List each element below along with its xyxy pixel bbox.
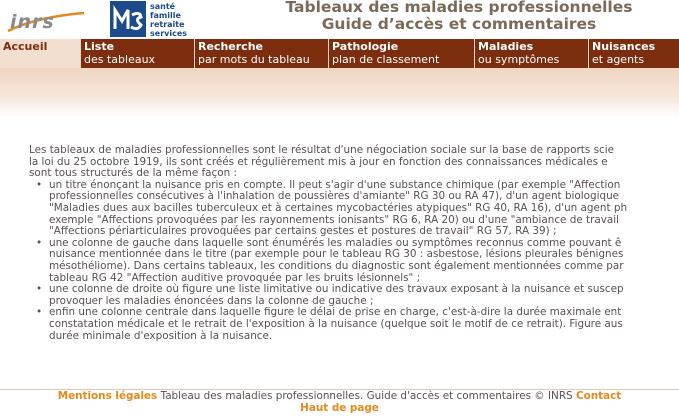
- page-title-line-1: Tableaux des maladies professionnelles: [285, 0, 633, 16]
- list-item: [49, 284, 679, 307]
- nav-item-recherche[interactable]: [194, 39, 328, 68]
- list-line: professionnelles consécutives à l'inhalation de poussières d'amiante" RG 30 ou RA 47), d'un agent biologique: [49, 190, 620, 203]
- nav-item-label: Recherche: [198, 40, 263, 53]
- msa-line-1: santé: [150, 2, 176, 11]
- back-to-top-link[interactable]: Haut de page: [300, 402, 379, 414]
- nav-item-sublabel: et agents: [592, 53, 645, 66]
- intro-paragraph: [29, 145, 679, 180]
- nav-item-label: Accueil: [3, 40, 48, 53]
- nav-item-nuisances[interactable]: [588, 39, 679, 68]
- list-line: provoquer les maladies énoncées dans la colonne de gauche ;: [49, 294, 374, 307]
- page-title-line-2: Guide d’accès et commentaires: [321, 15, 597, 33]
- inrs-logo[interactable]: [4, 7, 90, 37]
- list-line: enfin une colonne centrale dans laquelle figure le délai de prise en charge, c'est-à-dire la durée maximale ent: [49, 306, 622, 319]
- header-gradient-band: [0, 68, 679, 118]
- list-line: "Affections périarticulaires provoquées par certains gestes et postures de travail" RG 57, RA 39) ;: [49, 225, 557, 238]
- list-line: une colonne de gauche dans laquelle sont énumérés les maladies ou symptômes reconnus comme pouvant ê: [49, 236, 622, 249]
- footer: [0, 390, 679, 414]
- nav-item-accueil[interactable]: [0, 39, 80, 68]
- msa-line-3: retraite: [150, 20, 185, 29]
- page-title: [249, 0, 669, 33]
- nav-item-pathologie[interactable]: [328, 39, 474, 68]
- nav-item-sublabel: des tableaux: [84, 53, 156, 66]
- list-item: [49, 307, 679, 342]
- msa-logo-icon: [110, 1, 146, 37]
- list-line: un titre énonçant la nuisance pris en compte. Il peut s'agir d'une substance chimique (par exemple "Affection: [49, 178, 621, 191]
- list-line: durée minimale d'exposition à la nuisance.: [49, 329, 273, 342]
- inrs-logo-text: inrs: [10, 11, 55, 33]
- list-line: mésothéliome). Dans certains tableaux, les conditions du diagnostic sont également mentionnées comme par: [49, 259, 624, 272]
- list-line: constatation médicale et le retrait de l'exposition à la nuisance (quelque soit le motif de ce retrait). Figure aus: [49, 317, 623, 330]
- msa-line-4: services: [150, 29, 188, 38]
- header: [0, 0, 679, 39]
- nav-item-label: Liste: [84, 40, 115, 53]
- footer-text: Tableau des maladies professionnelles. Guide d'accès et commentaires © INRS: [160, 390, 573, 402]
- list-item: [49, 238, 679, 284]
- structure-list: [29, 180, 679, 342]
- list-line: exemple "Affections provoquées par les rayonnements ionisants" RG 6, RA 20) ou d'une "ambiance de travail: [49, 213, 620, 226]
- intro-line: la loi du 25 octobre 1919, ils sont créés et régulièrement mis à jour en fonction des connaissances médicales e: [29, 155, 608, 168]
- msa-logo[interactable]: [110, 1, 198, 37]
- list-line: tableau RG 42 "Affection auditive provoquée par les bruits lésionnels" ;: [49, 271, 421, 284]
- nav-item-maladies[interactable]: [474, 39, 588, 68]
- list-item: [49, 180, 679, 238]
- nav-item-sublabel: ou symptômes: [478, 53, 560, 66]
- mentions-legales-link[interactable]: Mentions légales: [57, 390, 158, 402]
- nav-item-sublabel: plan de classement: [332, 53, 440, 66]
- nav-item-sublabel: par mots du tableau: [198, 53, 310, 66]
- msa-line-2: famille: [150, 11, 181, 20]
- contact-link[interactable]: Contact: [575, 390, 622, 402]
- nav-item-label: Nuisances: [592, 40, 656, 53]
- intro-line: sont tous structurés de la même façon :: [29, 167, 238, 180]
- main-content: [29, 145, 679, 342]
- list-line: une colonne de droite où figure une liste limitative ou indicative des travaux exposant à la nuisance et suscep: [49, 283, 624, 296]
- nav-item-label: Pathologie: [332, 40, 399, 53]
- intro-line: Les tableaux de maladies professionnelles sont le résultat d'une négociation sociale sur la base de rapports scie: [29, 144, 614, 156]
- list-line: "Maladies dues aux bacilles tuberculeux et à certaines mycobactéries atypiques" RG 40, RA 16), d'un agent ph: [49, 201, 628, 214]
- list-line: nuisance mentionnée dans le titre (par exemple pour le tableau RG 30 : asbestose, lésions pleurales bénignes: [49, 248, 624, 261]
- main-nav: [0, 39, 679, 68]
- nav-item-liste[interactable]: [80, 39, 194, 68]
- nav-item-label: Maladies: [478, 40, 534, 53]
